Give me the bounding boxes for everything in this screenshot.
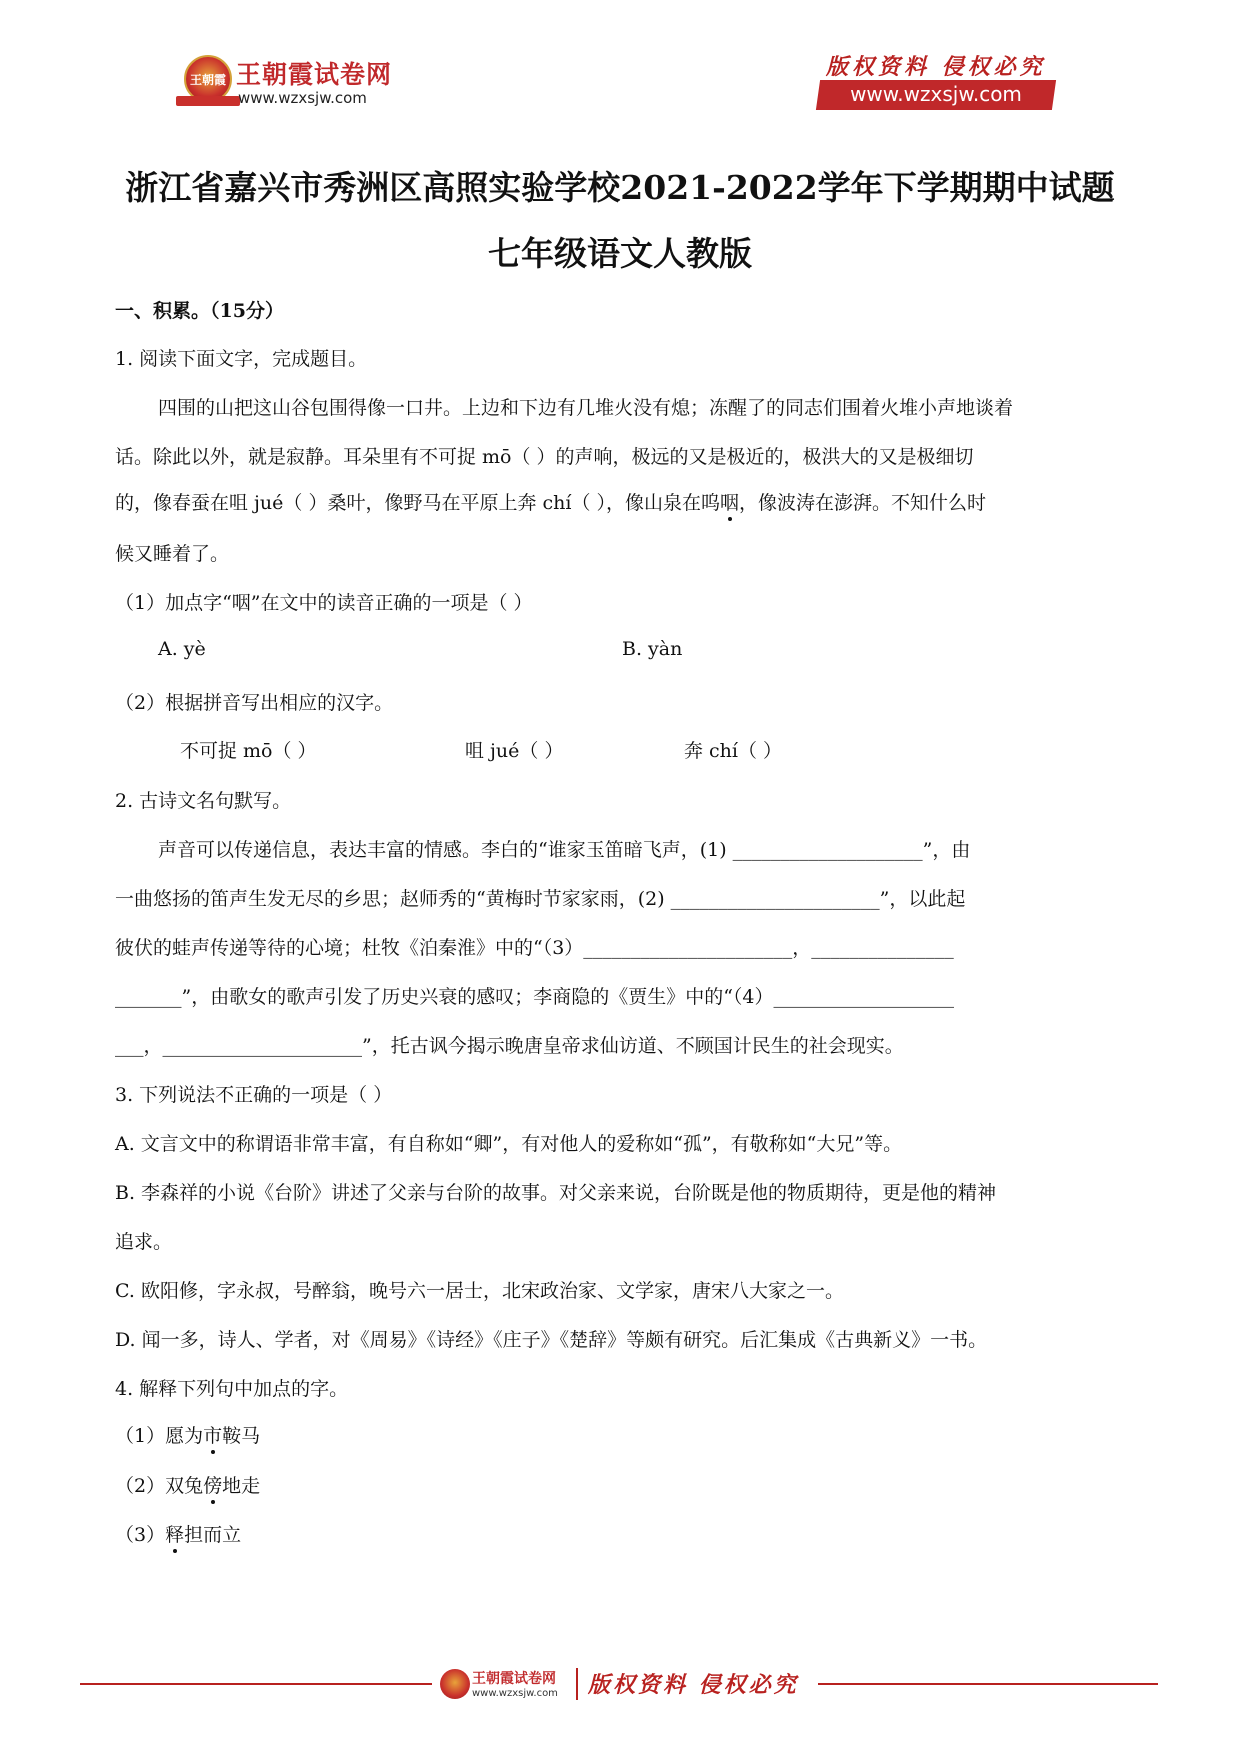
q3-option: B. 李森祥的小说《台阶》讲述了父亲与台阶的故事。对父亲来说，台阶既是他的物质期待，更是他的精神	[115, 1182, 997, 1204]
logo-ribbon	[176, 96, 240, 106]
q1-passage-text: ，像波涛在澎湃。不知什么时	[739, 492, 987, 514]
q3-stem: 3. 下列说法不正确的一项是（ ）	[115, 1084, 393, 1106]
q4-stem: 4. 解释下列句中加点的字。	[115, 1378, 349, 1400]
logo-text: 王朝霞	[189, 73, 226, 87]
q1-sub-question: （1）加点字“咽”在文中的读音正确的一项是（ ）	[115, 592, 533, 614]
footer-brand-url: www.wzxsjw.com	[472, 1688, 558, 1699]
q1-stem: 1. 阅读下面文字，完成题目。	[115, 348, 368, 370]
q4-item-text: 鞍马	[222, 1425, 261, 1447]
q2-line: _______”，由歌女的歌声引发了历史兴衰的感叹；李商隐的《贾生》中的“（4）___________________	[115, 986, 955, 1008]
dotted-char: 咽	[720, 492, 740, 514]
dotted-char: 傍	[203, 1475, 223, 1497]
q1-sub-question: （2）根据拼音写出相应的汉字。	[115, 692, 394, 714]
option-a: A. yè	[158, 638, 206, 660]
brand-url: www.wzxsjw.com	[238, 89, 367, 107]
q1-passage-line	[115, 488, 986, 515]
q4-item	[115, 1520, 241, 1547]
q1-passage-line: 话。除此以外，就是寂静。耳朵里有不可捉 mō（ ）的声响，极远的又是极近的，极洪大的又是极细切	[115, 446, 974, 468]
q3-option: 追求。	[115, 1231, 173, 1253]
q1-passage-line: 候又睡着了。	[115, 543, 230, 565]
footer-separator	[576, 1668, 578, 1700]
fill-blank: 咀 jué（ ）	[465, 740, 564, 762]
q3-option: C. 欧阳修，字永叔，号醉翁，晚号六一居士，北宋政治家、文学家，唐宋八大家之一。	[115, 1280, 844, 1302]
q3-option: A. 文言文中的称谓语非常丰富，有自称如“卿”，有对他人的爱称如“孤”，有敬称如“大兄”等。	[115, 1133, 903, 1155]
page-title: 浙江省嘉兴市秀洲区高照实验学校2021-2022学年下学期期中试题	[125, 168, 1115, 207]
option-b: B. yàn	[622, 638, 683, 660]
fill-blank: 不可捉 mō（ ）	[180, 740, 317, 762]
brand-name: 王朝霞试卷网	[236, 60, 393, 89]
q4-item-text: 地走	[222, 1475, 261, 1497]
q4-item-text: （1）愿为	[115, 1425, 204, 1447]
footer-brand-name: 王朝霞试卷网	[472, 1671, 556, 1687]
q1-passage-text: 的，像春蚕在咀 jué（ ）桑叶，像野马在平原上奔 chí（ ），像山泉在呜	[115, 492, 720, 514]
footer-logo	[440, 1669, 470, 1699]
q2-line: 声音可以传递信息，表达丰富的情感。李白的“谁家玉笛暗飞声，(1) ____________________”，由	[158, 839, 971, 861]
section-heading: 一、积累。（15分）	[115, 300, 284, 322]
q2-line: 一曲悠扬的笛声生发无尽的乡思；赵师秀的“黄梅时节家家雨，(2) ______________________”，以此起	[115, 888, 966, 910]
q4-item-text: 担而立	[184, 1524, 242, 1546]
q2-stem: 2. 古诗文名句默写。	[115, 790, 292, 812]
url-banner-text: www.wzxsjw.com	[850, 82, 1022, 106]
footer-copyright: 版权资料 侵权必究	[588, 1672, 799, 1698]
footer-line-left	[80, 1683, 432, 1685]
dotted-char: 市	[203, 1425, 223, 1447]
q4-item-text: （2）双兔	[115, 1475, 204, 1497]
copyright-notice: 版权资料 侵权必究	[826, 54, 1046, 80]
fill-blank: 奔 chí（ ）	[684, 740, 783, 762]
q4-item	[115, 1471, 260, 1498]
dotted-char: 释	[165, 1524, 185, 1546]
q3-option: D. 闻一多，诗人、学者，对《周易》《诗经》《庄子》《楚辞》等颇有研究。后汇集成《古典新义》一书。	[115, 1329, 988, 1351]
page-subtitle: 七年级语文人教版	[488, 234, 752, 273]
q4-item	[115, 1421, 260, 1448]
q2-line: ___，_____________________”，托古讽今揭示晚唐皇帝求仙访道、不顾国计民生的社会现实。	[115, 1035, 904, 1057]
q1-passage-line: 四围的山把这山谷包围得像一口井。上边和下边有几堆火没有熄；冻醒了的同志们围着火堆小声地谈着	[158, 397, 1014, 419]
footer-line-right	[818, 1683, 1158, 1685]
q2-line: 彼伏的蛙声传递等待的心境；杜牧《泊秦淮》中的“（3）______________________，_______________	[115, 937, 954, 959]
q4-item-text: （3）	[115, 1524, 166, 1546]
